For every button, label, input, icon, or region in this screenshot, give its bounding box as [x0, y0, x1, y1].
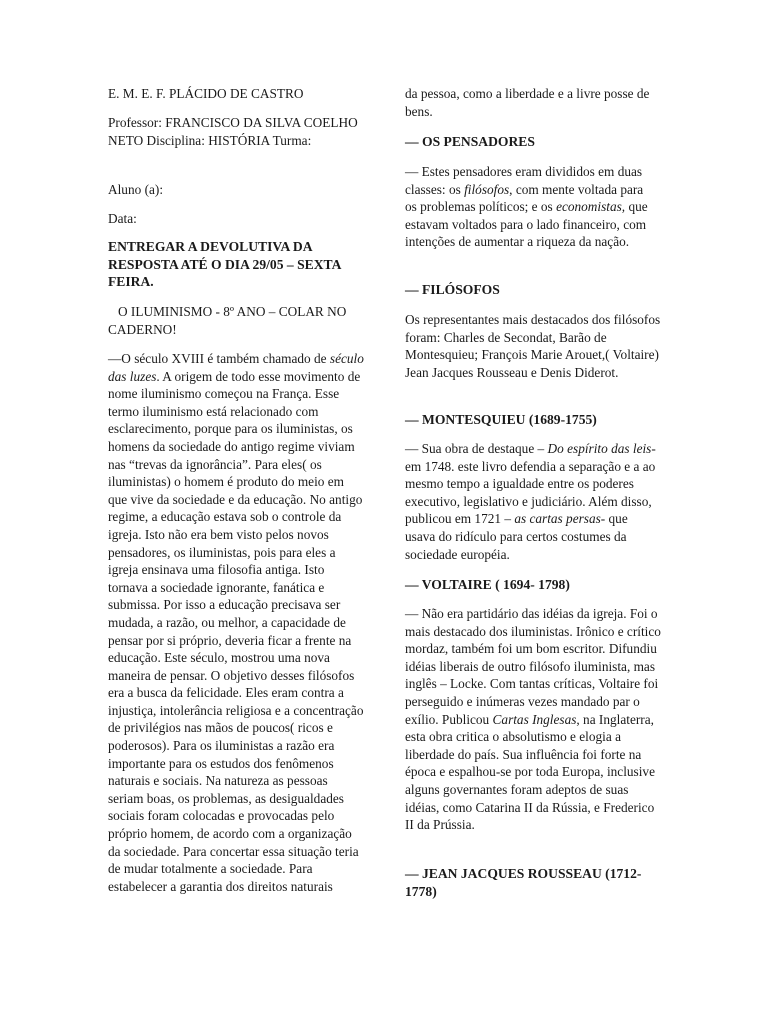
filosofos-paragraph: Os representantes mais destacados dos filósofos foram: Charles de Secondat, Barão de Montesquieu; François Marie Arouet,( Voltaire) Jean Jacques Rousseau e Denis Diderot.	[405, 312, 661, 380]
pensadores-text-3: que estavam voltados para o lado financeiro, com intenções de aumentar a riqueza da nação.	[405, 199, 648, 250]
heading-voltaire: — VOLTAIRE ( 1694- 1798)	[405, 577, 570, 592]
heading-rousseau: — JEAN JACQUES ROUSSEAU (1712-1778)	[405, 866, 642, 899]
montesquieu-emphasis-2: as cartas persas	[514, 511, 601, 527]
pensadores-text-2: , com mente voltada para os problemas políticos; e os	[405, 181, 644, 215]
heading-pensadores: — OS PENSADORES	[405, 134, 535, 149]
pensadores-paragraph	[405, 163, 655, 251]
intro-text-start: —O século XVIII é também chamado de	[108, 351, 330, 366]
voltaire-emphasis: Cartas Inglesas	[492, 711, 577, 727]
montesquieu-text-1: — Sua obra de destaque –	[405, 441, 548, 456]
date-field: Data:	[108, 211, 137, 226]
school-name: E. M. E. F. PLÁCIDO DE CASTRO	[108, 86, 304, 101]
montesquieu-emphasis-1: Do espírito das leis	[547, 441, 652, 456]
voltaire-text-2: , na Inglaterra, esta obra critica o absolutismo e elogia a liberdade do país. Sua influência foi forte na época e espalhou-se por toda Europa, inclusive alguns governantes foram adeptos de suas idéias, como Catarina II da Rússia, e Frederico II da Prússia.	[405, 711, 655, 833]
heading-filosofos: — FILÓSOFOS	[405, 282, 500, 297]
student-field: Aluno (a):	[108, 182, 164, 197]
intro-text-body: . A origem de todo esse movimento de nome iluminismo começou na França. Esse termo iluminismo está relacionado com esclarecimento, porque para os iluministas, os homens da sociedade do antigo regime viviam nas “trevas da ignorância”. Para eles( os iluministas) o homem é produto do meio em que vive da sociedade e da educação. No antigo regime, a educação estava sob o controle da igreja. Isto não era bem visto pelos novos pensadores, os iluministas, pois para eles a igreja ensinava uma filosofia antiga. Isto tornava a sociedade ignorante, fanática e submissa. Por isso a educação precisava ser mudada, a razão, ou melhor, a capacidade de pensar por si próprio, deveria ficar a frente na educação. Este século, mostrou uma nova maneira de pensar. O objetivo desses filósofos era a busca da felicidade. Eles eram contra a injustiça, intolerância religiosa e a concentração de privilégios nas mãos de poucos( ricos e poderosos). Para os iluministas a razão era importante para os estudos dos fenômenos naturais e sociais. Na natureza as pessoas seriam boas, os problemas, as desigualdades sociais foram colocadas e provocadas pelo próprio homem, de acordo com a organização da sociedade. Para concertar essa situação teria de mudar totalmente a sociedade. Para estabelecer a garantia dos direitos naturais	[108, 368, 364, 894]
montesquieu-paragraph	[405, 440, 661, 563]
intro-emphasis: século das luzes	[108, 351, 364, 384]
pensadores-emphasis-2: economistas,	[556, 199, 626, 215]
voltaire-text-1: — Não era partidário das idéias da igreja. Foi o mais destacado dos iluministas. Irônico e crítico mordaz, também foi um bom escritor. Difundiu idéias liberais de outro filósofo iluminista, mas inglês – Locke. Com tantas críticas, Voltaire foi perseguido e inúmeras vezes mandado par o exílio. Publicou	[405, 606, 661, 727]
intro-paragraph	[108, 350, 366, 895]
heading-montesquieu: — MONTESQUIEU (1689-1755)	[405, 412, 597, 427]
pensadores-text-1: — Estes pensadores eram divididos em duas classes: os	[405, 164, 643, 197]
continuation-text: da pessoa, como a liberdade e a livre posse de bens.	[405, 86, 650, 119]
montesquieu-text-3: - que usava do ridículo para certos costumes da sociedade européia.	[405, 511, 628, 562]
montesquieu-text-2: - em 1748. este livro defendia a separação e a ao mesmo tempo a igualdade entre os poderes executivo, legislativo e judiciário. Além disso, publicou em 1721 –	[405, 441, 656, 527]
lesson-subtitle: O ILUMINISMO - 8º ANO – COLAR NO CADERNO!	[108, 304, 347, 337]
delivery-instruction: ENTREGAR A DEVOLUTIVA DA RESPOSTA ATÉ O DIA 29/05 – SEXTA FEIRA.	[108, 239, 341, 290]
pensadores-emphasis-1: filósofos	[464, 181, 510, 197]
voltaire-paragraph	[405, 605, 661, 834]
professor-line: Professor: FRANCISCO DA SILVA COELHO NETO Disciplina: HISTÓRIA Turma:	[108, 115, 358, 148]
